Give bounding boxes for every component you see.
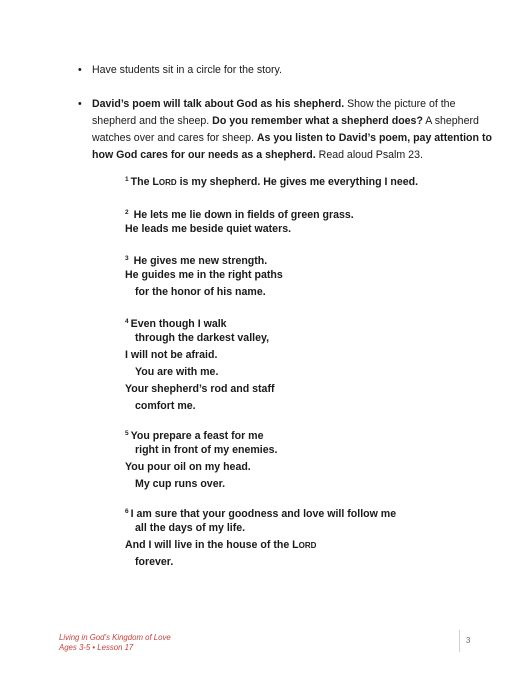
verse-6-line-1 [125,503,396,520]
verse-5-line-1 [125,425,263,442]
verse-3-line-1 [125,250,267,267]
verse-6-line-4: forever. [135,556,174,568]
lord-initial: L [152,176,159,188]
footer-title: Living in God’s Kingdom of Love [59,633,171,642]
verse-text: I am sure that your goodness and love will follow me [130,508,397,520]
page-number: 3 [466,636,471,645]
intro-statement: David’s poem will talk about God as his shepherd. [92,98,345,110]
question-text: Do you remember what a shepherd does? [212,115,423,127]
footer-divider [459,630,460,652]
lord-small-caps: ORD [158,178,177,187]
verse-text: And I will live in the house of the [125,539,293,551]
verse-6-line-3 [125,537,316,554]
bullet-paragraph [92,96,498,164]
listen-prompt: As you listen to David’s poem, pay attention to how God cares for our needs as a shepherd. [92,132,492,161]
verse-4-line-2: through the darkest valley, [135,332,270,344]
verse-5-line-4: My cup runs over. [135,478,226,490]
bullet-text: Have students sit in a circle for the story. [92,64,282,76]
verse-4-line-6: comfort me. [135,400,196,412]
verse-3-line-3: for the honor of his name. [135,286,266,298]
verse-4-line-1 [125,313,227,330]
verse-6-line-2: all the days of my life. [135,522,246,534]
answer-text: A shepherd watches over and cares for sheep. [92,115,479,144]
verse-1-line-1 [125,171,418,188]
verse-text: He gives me new strength. [133,255,268,267]
lord-initial: L [292,539,299,551]
verse-text: is my shepherd. He gives me everything I need. [176,176,419,188]
verse-3-line-2: He guides me in the right paths [125,269,283,281]
verse-4-line-3: I will not be afraid. [125,349,218,361]
verse-number: 3 [125,255,129,262]
verse-2-line-1 [125,204,354,221]
bullet-marker: • [78,64,82,76]
verse-5-line-3: You pour oil on my head. [125,461,251,473]
verse-text: You prepare a feast for me [130,430,264,442]
footer-lesson: Ages 3-5 • Lesson 17 [59,643,134,652]
verse-text: He lets me lie down in fields of green grass. [133,209,354,221]
verse-4-line-4: You are with me. [135,366,219,378]
instruction-text: Show the picture of the shepherd and the sheep. [92,98,456,127]
verse-number: 5 [125,430,129,437]
verse-number: 4 [125,318,129,325]
verse-2-line-2: He leads me beside quiet waters. [125,223,292,235]
verse-5-line-2: right in front of my enemies. [135,444,278,456]
bullet-marker: • [78,98,82,110]
verse-text: The [130,176,153,188]
verse-number: 6 [125,508,129,515]
verse-text: Even though I walk [130,318,227,330]
verse-4-line-5: Your shepherd’s rod and staff [125,383,275,395]
verse-number: 2 [125,209,129,216]
read-aloud-text: Read aloud Psalm 23. [315,149,423,161]
lord-small-caps: ORD [298,541,317,550]
footer-series-info [59,633,171,653]
verse-number: 1 [125,176,129,183]
